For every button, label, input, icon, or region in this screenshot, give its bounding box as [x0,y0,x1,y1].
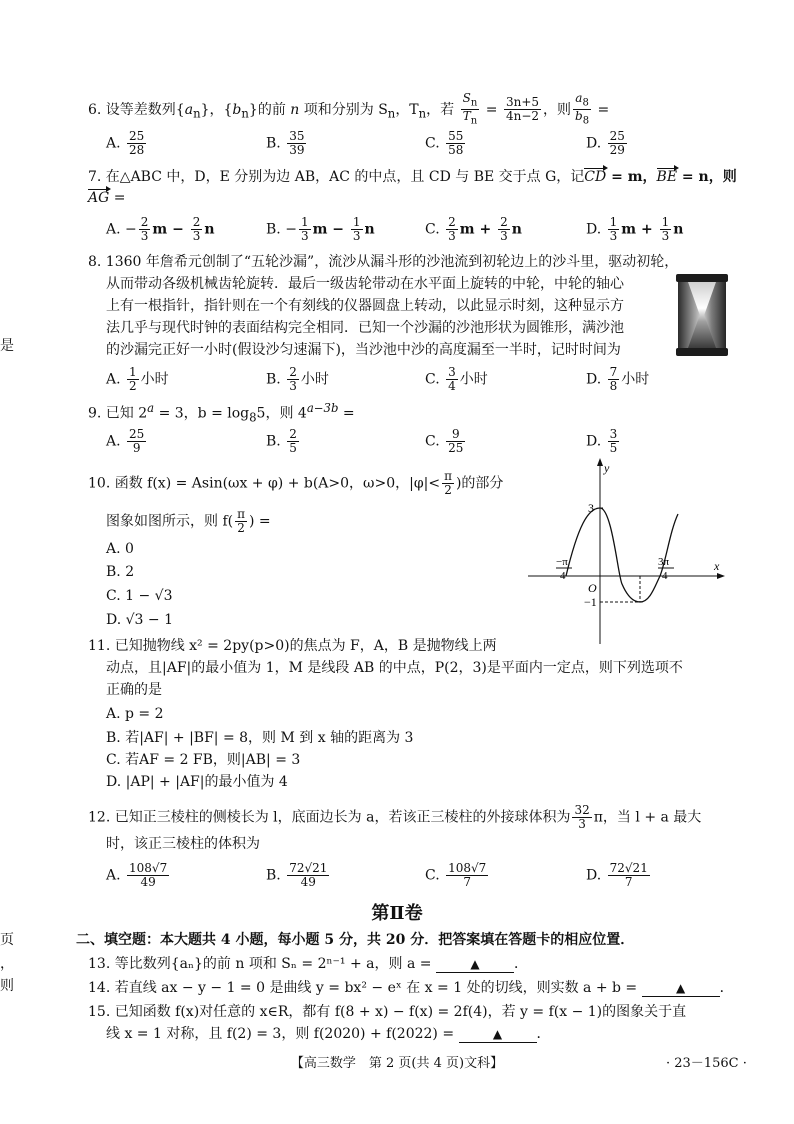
x-axis-label: x [714,559,720,573]
q13-answer-blank[interactable]: ▲ [436,956,514,973]
question-12-stem: 12. 已知正三棱柱的侧棱长为 l，底面边长为 a，若该正三棱柱的外接球体积为 $\frac{32}{3}$ π，当 l + a 最大 [88,803,702,831]
sine-curve [566,508,678,602]
question-9-stem: 9. 已知 $2^a = 3$，$b = \log_85$，则 $4^{a-3b}$ = [88,401,355,425]
margin-char-3: ， [0,956,14,972]
q14-answer-blank[interactable]: ▲ [642,980,720,997]
q9-option-d: D. $\frac{3}{5}$ [586,427,618,455]
q6-option-d: D. $\frac{25}{29}$ [586,129,625,157]
q8-option-d: D. $\frac{7}{8}$ 小时 [586,365,650,393]
left-tick-den: 4 [560,570,566,582]
q7-option-c: C. $\frac{2}{3}$ m + $\frac{2}{3}$ n [425,215,522,243]
hourglass-image [678,274,726,356]
footer-code: · 23－156C · [666,1056,747,1071]
right-tick-num: 3π [658,556,670,568]
q11-option-d: D. |AP| + |AF|的最小值为 4 [106,774,288,790]
q6-option-c: C. $\frac{55}{58}$ [425,129,464,157]
y-min-label: −1 [584,595,597,609]
q11-option-a: A. p = 2 [106,706,164,722]
q11-line-2: 动点，且|AF|的最小值为 1，M 是线段 AB 的中点，P(2，3)是平面内一定点，则下列选项不 [106,660,683,676]
margin-char-4: 则 [0,978,14,994]
question-14: 14. 若直线 ax − y − 1 = 0 是曲线 y = bx² − eˣ 在 x = 1 处的切线，则实数 a + b = ▲ ． [88,980,734,996]
question-7-stem: 7. 在△ABC 中，D，E 分别为边 AB，AC 的中点，且 CD 与 BE 交于点 G，记CD = m，BE = n，则 [88,169,737,185]
q8-line-5: 的沙漏完正好一小时(假设沙匀速漏下)，当沙池中沙的高度漏至一半时，记时时间为 [106,342,621,358]
q10-option-b: B. 2 [106,564,135,580]
question-12-line2: 时，该正三棱柱的体积为 [106,836,260,852]
q8-line-2: 从而带动各级机械齿轮旋转．最后一级齿轮带动在水平面上旋转的中轮，中轮的轴心 [106,276,624,292]
q8-option-a: A. $\frac{1}{2}$ 小时 [106,365,169,393]
q10-option-d: D. √3 − 1 [106,612,173,628]
q8-option-c: C. $\frac{3}{4}$ 小时 [425,365,488,393]
y-max-label: 3 [588,501,594,515]
q8-line-3: 上有一根指针，指针则在一个有刻线的仪器圆盘上转动，以此显示时刻，这种显示方 [106,298,624,314]
q9-option-b: B. $\frac{2}{5}$ [266,427,297,455]
q10-option-c: C. 1 − √3 [106,588,173,604]
question-10-line2: 图象如图所示，则 f( $\frac{\pi}{2}$ ) = [106,507,271,535]
q12-option-b: B. $\frac{72√21}{49}$ [266,861,328,889]
q7-option-b: B. − $\frac{1}{3}$ m − $\frac{1}{3}$ n [266,215,375,243]
question-10-stem: 10. 函数 f(x) = Asin(ωx + φ) + b(A>0，ω>0，|φ|< $\frac{\pi}{2}$ )的部分 [88,469,504,497]
question-13: 13. 等比数列{aₙ}的前 n 项和 Sₙ = 2ⁿ⁻¹ + a，则 a = ▲ ． [88,956,528,972]
section-title: 第Ⅱ卷 [371,903,423,924]
function-graph [520,456,730,648]
margin-char-1: 是 [0,338,14,354]
footer-page-info: 【高三数学 第 2 页(共 4 页)文科】 [290,1056,504,1071]
question-7-ag: AG = [88,190,126,206]
question-6-stem: 6. 设等差数列$\{a_n\}$，$\{b_n\}$的前 n 项和分别为 $S_n$，$T_n$，若 $\frac{S_n}{T_n}$ = $\frac{3n+5}{4n-2}$ ，则 $\frac{a_8}{b_8}$ = [88,91,610,127]
q10-option-a: A. 0 [106,541,134,557]
q8-line-1: 8. 1360 年詹希元创制了“五轮沙漏”，流沙从漏斗形的沙池流到初轮边上的沙斗里，驱动初轮， [88,254,679,270]
q7-option-d: D. $\frac{1}{3}$ m + $\frac{1}{3}$ n [586,215,684,243]
q8-option-b: B. $\frac{2}{3}$ 小时 [266,365,329,393]
question-15-line2: 线 x = 1 对称，且 f(2) = 3，则 f(2020) + f(2022) = ▲ ． [106,1026,551,1042]
q9-option-c: C. $\frac{9}{25}$ [425,427,464,455]
q8-line-4: 法几乎与现代时钟的表面结构完全相同．已知一个沙漏的沙池形状为圆锥形，满沙池 [106,320,624,336]
q7-option-a: A. − $\frac{2}{3}$ m − $\frac{2}{3}$ n [106,215,215,243]
q6-option-b: B. $\frac{35}{39}$ [266,129,305,157]
q12-option-a: A. $\frac{108√7}{49}$ [106,861,168,889]
y-axis-arrow [597,458,603,466]
margin-char-2: 页 [0,932,14,948]
q9-option-a: A. $\frac{25}{9}$ [106,427,145,455]
q11-line-1: 11. 已知抛物线 x² = 2py(p>0)的焦点为 F，A，B 是抛物线上两 [88,638,497,654]
q12-option-d: D. $\frac{72√21}{7}$ [586,861,648,889]
question-15-line1: 15. 已知函数 f(x)对任意的 x∈R，都有 f(8 + x) − f(x) = 2f(4)，若 y = f(x − 1)的图象关于直 [88,1004,687,1020]
q15-answer-blank[interactable]: ▲ [459,1026,537,1043]
q12-option-c: C. $\frac{108√7}{7}$ [425,861,487,889]
q6-option-a: A. $\frac{25}{28}$ [106,129,145,157]
q11-option-b: B. 若|AF| + |BF| = 8，则 M 到 x 轴的距离为 3 [106,730,414,746]
q11-option-c: C. 若AF = 2 FB，则|AB| = 3 [106,752,301,768]
left-tick-num: −π [556,556,568,568]
q11-line-3: 正确的是 [106,682,162,698]
y-axis-label: y [604,461,610,475]
x-axis-arrow [717,573,725,579]
section-instruction: 二、填空题：本大题共 4 小题，每小题 5 分，共 20 分．把答案填在答题卡的相应位置． [76,932,635,948]
right-tick-den: 4 [662,570,668,582]
origin-label: O [588,581,597,595]
